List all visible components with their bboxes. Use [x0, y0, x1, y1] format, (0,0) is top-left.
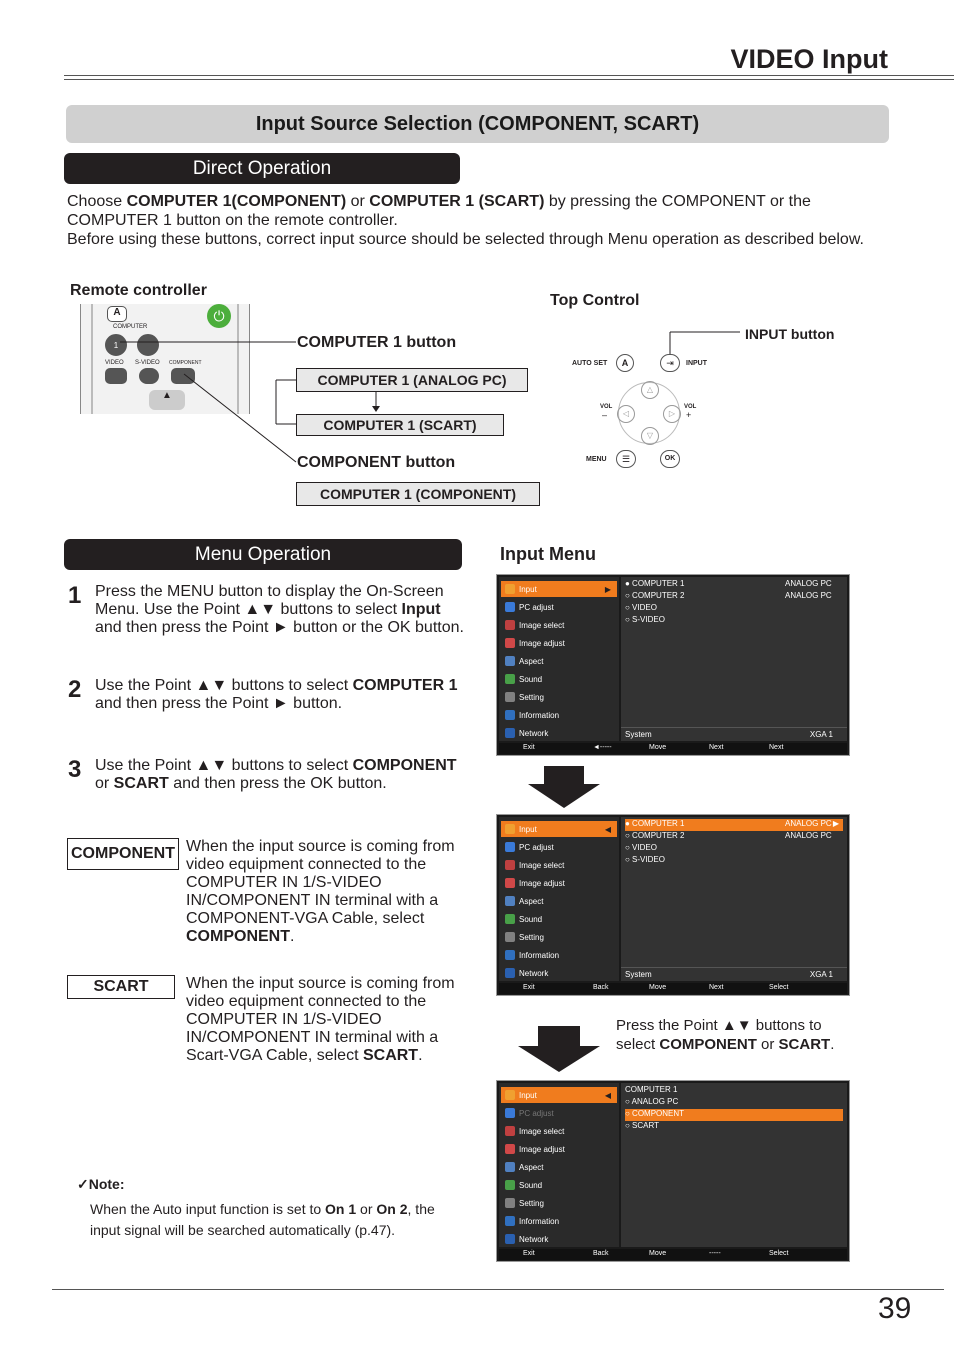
step-3-text: Use the Point ▲▼ buttons to select COMPONENT or SCART and then press the OK button.: [95, 757, 457, 792]
osd-row-name: ○ COMPUTER 2: [625, 591, 685, 600]
osd-item-label: Image adjust: [519, 1144, 565, 1154]
vol-minus-label: VOL: [600, 404, 613, 410]
osd-screen-1: [496, 574, 850, 756]
osd-row-value: ANALOG PC: [785, 819, 832, 828]
osd-item-icon: [505, 1198, 515, 1208]
osd-item-label: Information: [519, 710, 560, 720]
arrow-left-icon: ◀: [604, 824, 611, 834]
osd-menu-item[interactable]: [501, 1231, 617, 1247]
osd-menu-item[interactable]: [501, 581, 617, 597]
osd-panel: [621, 577, 847, 741]
osd-footer-hint: Next: [709, 984, 724, 991]
osd-menu-item[interactable]: [501, 707, 617, 723]
osd-item-icon: [505, 1216, 515, 1226]
input-button-label: INPUT button: [745, 326, 835, 342]
osd-sub-label: ○ COMPONENT: [625, 1109, 685, 1118]
menu-icon[interactable]: ☰: [616, 450, 636, 468]
osd-sub-title: COMPUTER 1: [625, 1085, 678, 1094]
osd-item-label: PC adjust: [519, 1108, 554, 1118]
menu-operation-label: Menu Operation: [194, 543, 332, 565]
osd-item-icon: [505, 674, 515, 684]
power-icon[interactable]: ⏻: [207, 304, 231, 328]
osd-row-name: ○ S-VIDEO: [625, 855, 665, 864]
osd-item-label: PC adjust: [519, 602, 554, 612]
osd-panel: [621, 817, 847, 981]
osd-item-icon: [505, 1126, 515, 1136]
direct-paragraph-2: Before using these buttons, correct input source should be selected through Menu operation as described below.: [67, 231, 864, 248]
osd-screen-3: [496, 1080, 850, 1262]
bold-computer1-component: COMPUTER 1(COMPONENT): [126, 193, 347, 210]
osd-footer-hint: Exit: [523, 984, 535, 991]
osd-item-icon: [505, 1180, 515, 1190]
osd-item-icon: [505, 656, 515, 666]
osd-item-icon: [505, 1090, 515, 1100]
osd-menu-item[interactable]: [501, 653, 617, 669]
ok-button[interactable]: OK: [660, 450, 680, 468]
component-tag: COMPONENT: [67, 838, 179, 870]
osd-row-value: ANALOG PC: [785, 579, 832, 588]
note-title: ✓Note:: [77, 1176, 125, 1192]
osd-menu-item[interactable]: [501, 947, 617, 963]
osd-footer-hint: Move: [649, 984, 667, 991]
osd-row-name: ○ VIDEO: [625, 603, 657, 612]
osd-menu-item[interactable]: [501, 893, 617, 909]
minus-sign: –: [602, 410, 608, 420]
osd-menu-item[interactable]: [501, 635, 617, 651]
osd-menu-list: [499, 577, 619, 741]
osd-menu-list: [499, 1083, 619, 1247]
osd-menu-item[interactable]: [501, 821, 617, 837]
osd-input-row[interactable]: [625, 819, 843, 831]
bold-computer1-scart: COMPUTER 1 (SCART): [369, 193, 545, 210]
osd-input-row[interactable]: [625, 843, 843, 855]
box-analog-pc: COMPUTER 1 (ANALOG PC): [296, 368, 528, 392]
direct-paragraph: Choose COMPUTER 1(COMPONENT) or COMPUTER 1 (SCART) by pressing the COMPONENT or the COMPUTER 1 button on the remote controller. Before using these buttons, correct input source should be selected through Menu operation as described below.: [67, 193, 864, 248]
osd-sub-row[interactable]: [625, 1097, 843, 1109]
osd-footer-hint: Back: [593, 984, 609, 991]
osd-menu-item[interactable]: [501, 599, 617, 615]
osd-item-label: Sound: [519, 914, 543, 924]
osd-item-icon: [505, 1162, 515, 1172]
osd-item-icon: [505, 584, 515, 594]
osd-item-icon: [505, 914, 515, 924]
component-description: When the input source is coming from video equipment connected to the COMPUTER IN 1/S-VIDEO IN/COMPONENT IN terminal with a COMPONENT-VGA Cable, select COMPONENT.: [186, 838, 455, 945]
step-1-text: Press the MENU button to display the On-Screen Menu. Use the Point ▲▼ buttons to select Input and then press the Point ► button or the OK button.: [95, 583, 464, 636]
osd-sub-row[interactable]: [625, 1121, 843, 1133]
osd-item-icon: [505, 1144, 515, 1154]
osd-menu-item[interactable]: [501, 1087, 617, 1103]
osd-input-row[interactable]: [625, 603, 843, 615]
osd-menu-item[interactable]: [501, 725, 617, 741]
osd-row-name: ○ S-VIDEO: [625, 615, 665, 624]
osd-footer-hint: Move: [649, 1250, 667, 1257]
osd-footer-hint: Exit: [523, 744, 535, 751]
osd-item-label: Information: [519, 1216, 560, 1226]
right-icon[interactable]: ▷: [663, 405, 681, 423]
osd-input-row[interactable]: [625, 831, 843, 843]
auto-set-button[interactable]: A: [616, 354, 634, 372]
down-arrow-icon: [528, 766, 600, 810]
top-control-panel: [560, 340, 720, 480]
osd-menu-item[interactable]: [501, 929, 617, 945]
osd-item-icon: [505, 620, 515, 630]
osd-footer-hint: Exit: [523, 1250, 535, 1257]
component-button-label: COMPONENT button: [297, 454, 456, 471]
osd-item-icon: [505, 602, 515, 612]
scart-tag: SCART: [67, 975, 175, 999]
osd-footer: [499, 1249, 847, 1260]
osd-footer-hint: -----: [709, 1250, 721, 1257]
osd-footer: [499, 743, 847, 754]
osd-row-name: ○ VIDEO: [625, 843, 657, 852]
osd-item-icon: [505, 728, 515, 738]
osd-footer-hint: Select: [769, 984, 789, 991]
plus-sign: +: [686, 410, 692, 420]
osd-menu-item[interactable]: [501, 911, 617, 927]
arrow-right-icon: ▶: [832, 819, 839, 828]
osd-menu-item[interactable]: [501, 1123, 617, 1139]
auto-set-label: AUTO SET: [572, 360, 608, 367]
osd-menu-item[interactable]: [501, 1177, 617, 1193]
step-2-number: 2: [68, 676, 82, 703]
down-icon[interactable]: ▽: [641, 427, 659, 445]
osd-item-icon: [505, 824, 515, 834]
down-arrow-icon: [518, 1026, 600, 1072]
left-icon[interactable]: ◁: [617, 405, 635, 423]
osd-menu-item[interactable]: [501, 1159, 617, 1175]
osd-system-value: XGA 1: [809, 730, 833, 739]
osd-item-label: Network: [519, 1234, 549, 1244]
osd-footer-hint: Next: [769, 744, 784, 751]
osd-input-row[interactable]: [625, 855, 843, 867]
osd-row-value: ANALOG PC: [785, 591, 832, 600]
computer1-button[interactable]: 1: [105, 334, 127, 356]
osd-row-value: ANALOG PC: [785, 831, 832, 840]
remote-video-label: VIDEO: [105, 360, 124, 366]
osd-item-label: Input: [519, 584, 537, 594]
osd-item-icon: [505, 950, 515, 960]
osd-item-label: Setting: [519, 932, 544, 942]
step-1-number: 1: [68, 582, 82, 609]
osd-footer-hint: ◄-----: [593, 744, 612, 751]
input-icon[interactable]: ⇥: [660, 354, 680, 372]
osd-item-label: Aspect: [519, 1162, 544, 1172]
osd-item-label: Network: [519, 968, 549, 978]
menu-operation-pill: [64, 539, 462, 570]
top-control-label: Top Control: [550, 292, 640, 309]
osd-item-label: Sound: [519, 1180, 543, 1190]
osd-item-label: Image select: [519, 620, 565, 630]
box-scart: COMPUTER 1 (SCART): [296, 414, 504, 436]
remote-computer-label: COMPUTER: [113, 324, 148, 330]
osd-menu-item[interactable]: [501, 1213, 617, 1229]
osd-menu-item[interactable]: [501, 1141, 617, 1157]
osd-item-icon: [505, 860, 515, 870]
arrow-right-icon: ▶: [604, 584, 611, 594]
osd-menu-list: [499, 817, 619, 981]
osd-menu-item[interactable]: [501, 1105, 617, 1121]
osd-item-icon: [505, 710, 515, 720]
osd-menu-item[interactable]: [501, 857, 617, 873]
footer-rule: [52, 1289, 944, 1290]
osd-system-row: [621, 727, 847, 739]
computer1-button-label: COMPUTER 1 button: [297, 334, 457, 351]
osd-item-label: Input: [519, 824, 537, 834]
osd-item-icon: [505, 968, 515, 978]
osd-menu-item[interactable]: [501, 965, 617, 981]
osd-screen-2: [496, 814, 850, 996]
osd-menu-item[interactable]: [501, 1195, 617, 1211]
up-arrow-icon[interactable]: ▲: [149, 390, 185, 410]
osd-item-label: Image select: [519, 1126, 565, 1136]
osd-item-icon: [505, 896, 515, 906]
osd-item-icon: [505, 878, 515, 888]
scart-description: When the input source is coming from video equipment connected to the COMPUTER IN 1/S-VIDEO IN/COMPONENT IN terminal with a Scart-VGA Cable, select SCART.: [186, 975, 455, 1064]
remote-component-label: COMPONENT: [169, 360, 202, 366]
osd-footer-hint: Next: [709, 744, 724, 751]
osd-item-label: PC adjust: [519, 842, 554, 852]
osd-footer-hint: Select: [769, 1250, 789, 1257]
osd-item-icon: [505, 692, 515, 702]
osd-item-label: Image adjust: [519, 878, 565, 888]
osd-system-value: XGA 1: [809, 970, 833, 979]
box-component: COMPUTER 1 (COMPONENT): [296, 482, 540, 506]
osd-row-name: ○ COMPUTER 2: [625, 831, 685, 840]
remote-svideo-label: S-VIDEO: [135, 360, 160, 366]
osd-item-icon: [505, 842, 515, 852]
osd-item-label: Setting: [519, 692, 544, 702]
osd-item-label: Sound: [519, 674, 543, 684]
osd-item-label: Input: [519, 1090, 537, 1100]
osd-footer-hint: Back: [593, 1250, 609, 1257]
osd-item-icon: [505, 638, 515, 648]
osd-item-label: Aspect: [519, 656, 544, 666]
osd-item-label: Image adjust: [519, 638, 565, 648]
osd-item-label: Aspect: [519, 896, 544, 906]
osd-row-name: ● COMPUTER 1: [625, 819, 685, 828]
osd-footer: [499, 983, 847, 994]
osd-footer-hint: Move: [649, 744, 667, 751]
arrow-left-icon: ◀: [604, 1090, 611, 1100]
osd-item-label: Information: [519, 950, 560, 960]
osd-menu-item[interactable]: [501, 839, 617, 855]
remote-label: Remote controller: [70, 282, 207, 299]
osd-system-label: System: [625, 970, 652, 979]
osd-sub-row[interactable]: [625, 1109, 843, 1121]
step-3-number: 3: [68, 756, 82, 783]
osd-menu-item[interactable]: [501, 671, 617, 687]
menu-label: MENU: [586, 456, 607, 463]
osd-item-label: Network: [519, 728, 549, 738]
press-point-caption: Press the Point ▲▼ buttons to select COMPONENT or SCART.: [616, 1017, 835, 1053]
section-title: Input Source Selection (COMPONENT, SCART): [255, 112, 700, 135]
input-label: INPUT: [686, 360, 707, 367]
page-number: 39: [878, 1292, 912, 1325]
osd-item-label: Setting: [519, 1198, 544, 1208]
leader-lines: [0, 0, 954, 560]
osd-sub-label: ○ SCART: [625, 1121, 660, 1130]
osd-input-row[interactable]: [625, 591, 843, 603]
vol-plus-label: VOL: [684, 404, 697, 410]
osd-item-icon: [505, 1108, 515, 1118]
osd-item-icon: [505, 1234, 515, 1244]
remote-a-button[interactable]: A: [107, 306, 127, 322]
osd-sub-label: ○ ANALOG PC: [625, 1097, 679, 1106]
input-menu-label: Input Menu: [500, 544, 596, 564]
osd-menu-item[interactable]: [501, 875, 617, 891]
osd-menu-item[interactable]: [501, 689, 617, 705]
osd-input-row[interactable]: [625, 615, 843, 627]
osd-system-row: [621, 967, 847, 979]
direction-pad[interactable]: [618, 382, 680, 444]
osd-input-row[interactable]: [625, 579, 843, 591]
osd-row-name: ● COMPUTER 1: [625, 579, 685, 588]
step-2-text: Use the Point ▲▼ buttons to select COMPUTER 1 and then press the Point ► button.: [95, 677, 458, 712]
osd-menu-item[interactable]: [501, 617, 617, 633]
osd-panel: [621, 1083, 847, 1247]
up-icon[interactable]: △: [641, 381, 659, 399]
note-text: When the Auto input function is set to On 1 or On 2, the input signal will be searched automatically (p.47).: [90, 1201, 435, 1238]
osd-item-icon: [505, 932, 515, 942]
osd-item-label: Image select: [519, 860, 565, 870]
page-title: VIDEO Input: [730, 44, 888, 74]
osd-system-label: System: [625, 730, 652, 739]
direct-operation-label: Direct Operation: [192, 157, 332, 179]
